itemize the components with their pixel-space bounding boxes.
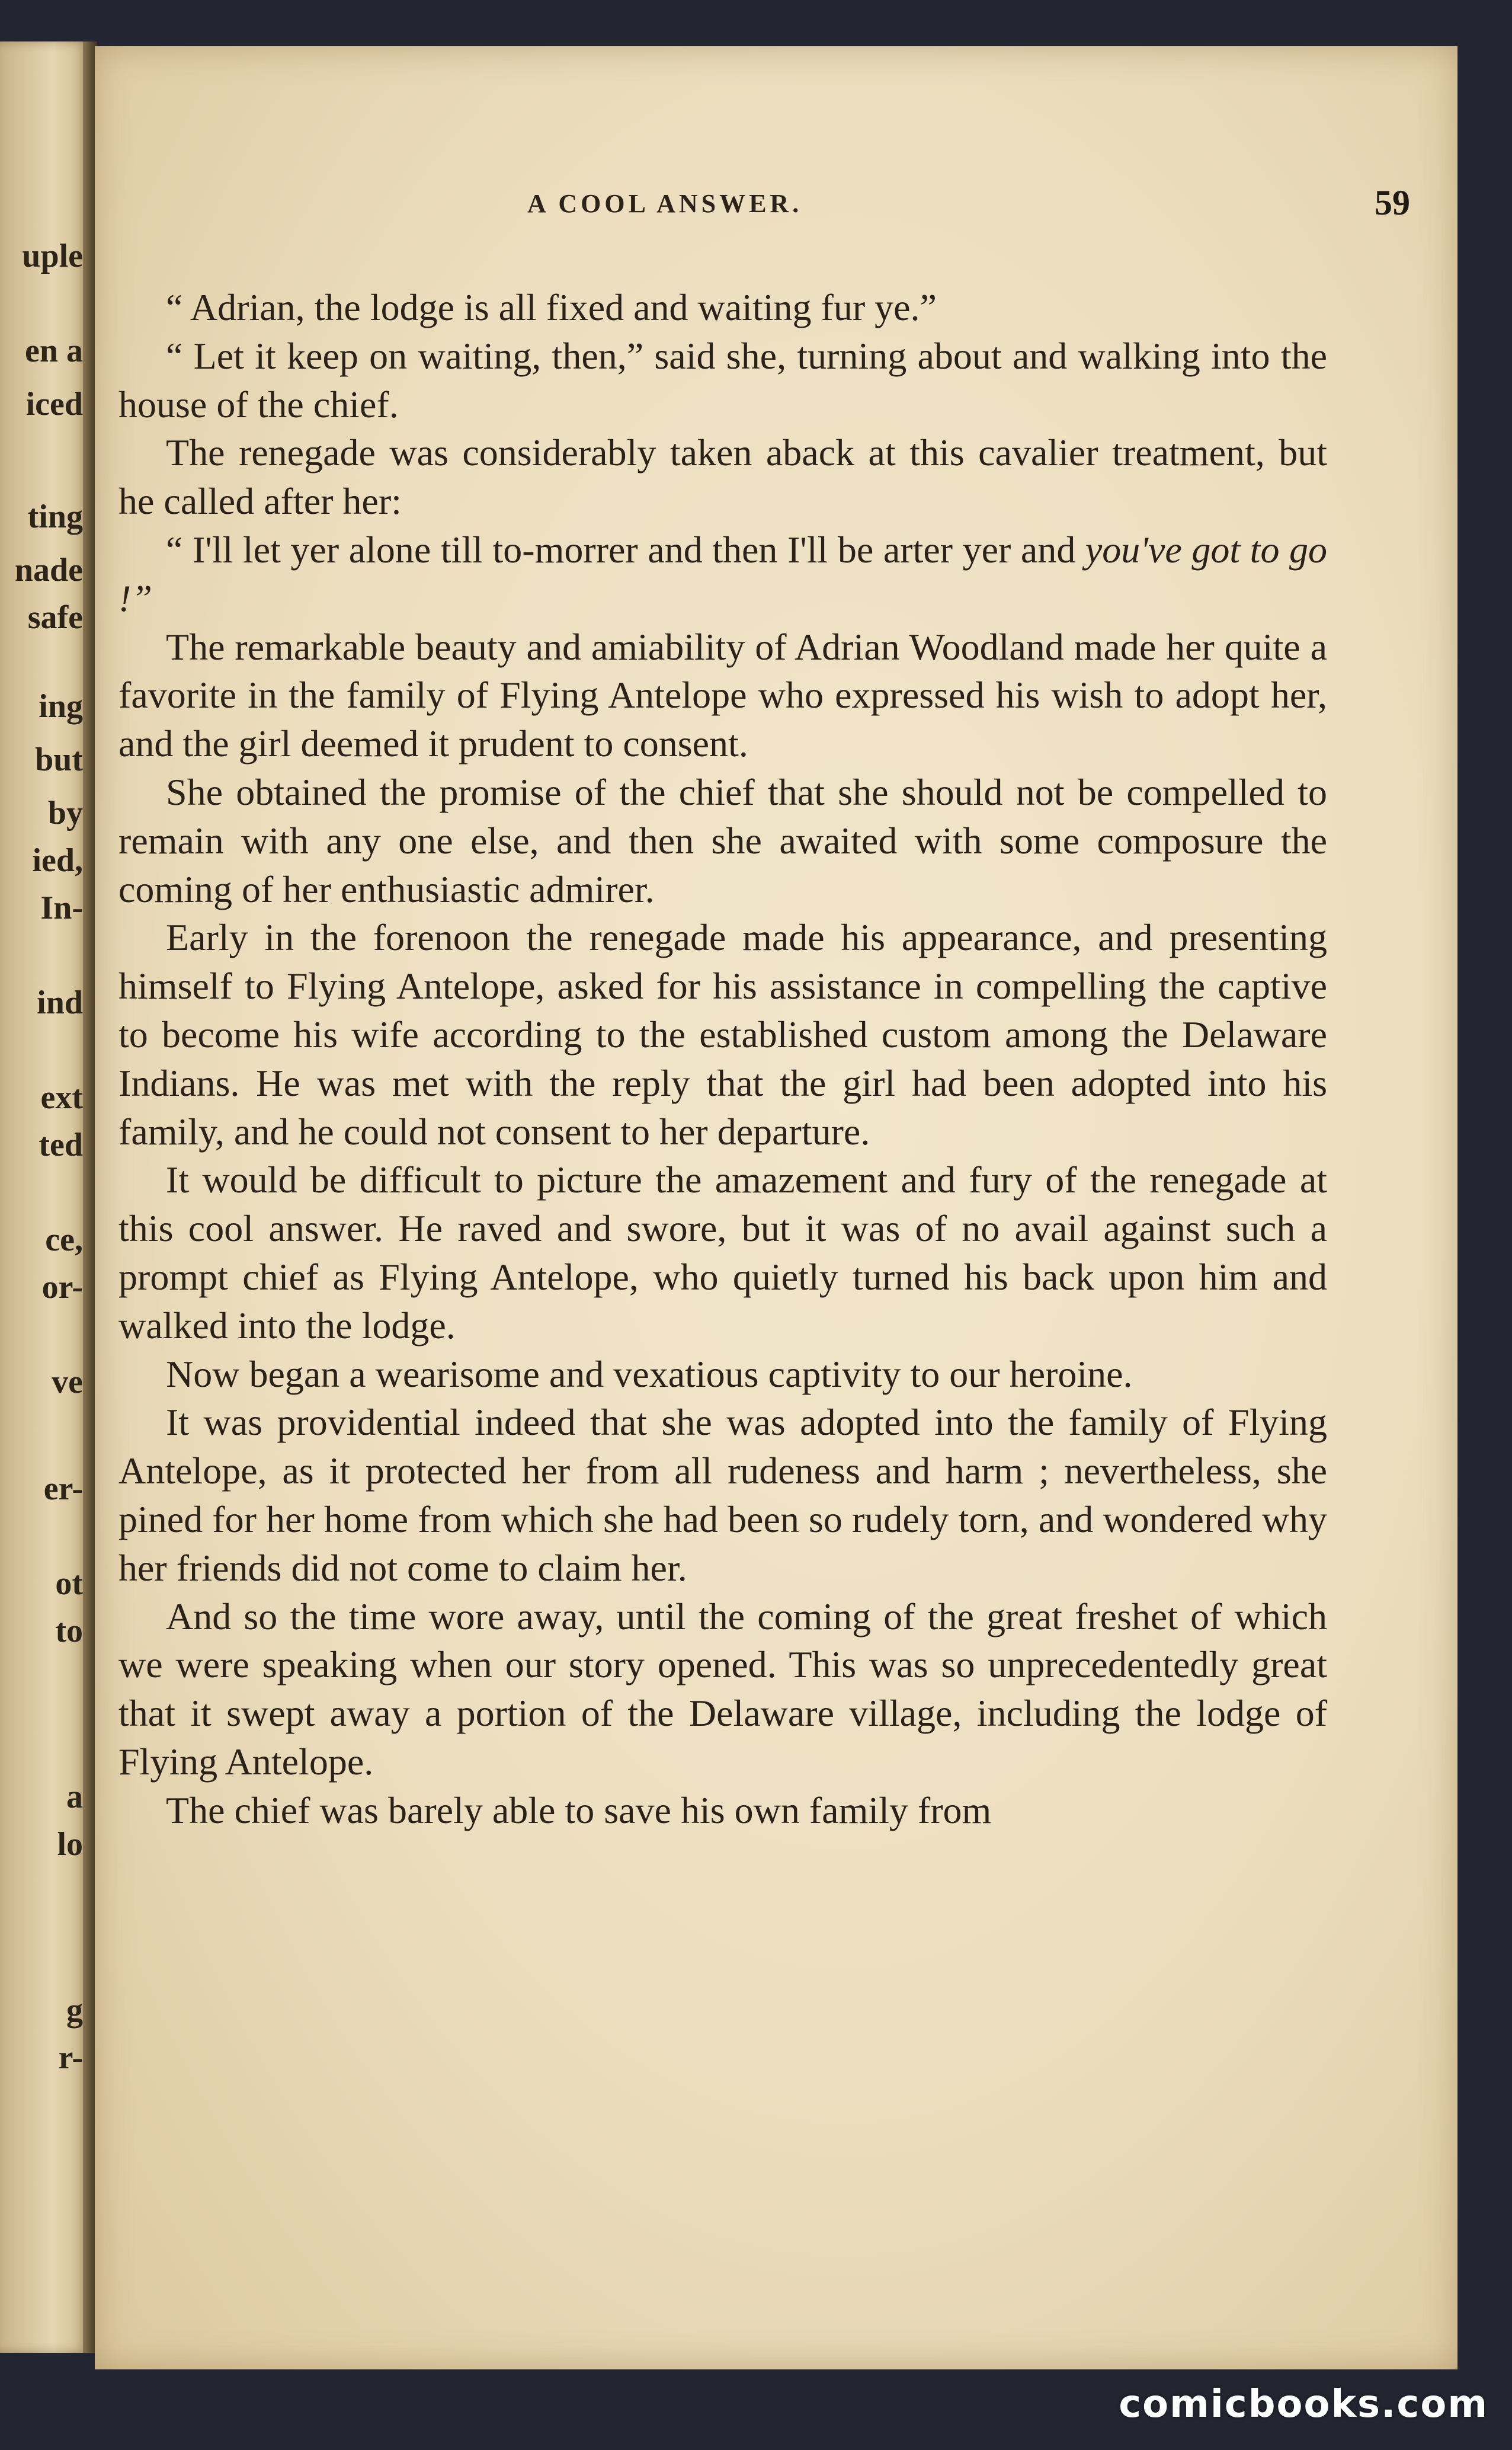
previous-page-text-fragment: but — [35, 741, 83, 778]
previous-page-text-fragment: ot — [55, 1565, 83, 1602]
paragraph — [118, 768, 1327, 913]
paragraph-text: “ Let it keep on waiting, then,” said she, turning about and walking into the house of the chief. — [118, 334, 1327, 426]
paragraph — [118, 1786, 1327, 1835]
previous-page-text-fragment: or- — [41, 1269, 83, 1306]
previous-page-text-fragment: ing — [39, 688, 83, 725]
previous-page-text-fragment: ve — [52, 1364, 83, 1400]
previous-page-text-fragment: uple — [22, 238, 83, 274]
paragraph-text: Early in the forenoon the renegade made his appearance, and presenting himself to Flying Antelope, asked for his assistance in compelling the captive to become his wife according to the established custom among the Delaware Indians. He was met with the reply that the girl had been adopted into his family, and he could not consent to her departure. — [118, 916, 1327, 1153]
paragraph-text: And so the time wore away, until the coming of the great freshet of which we were speaking when our story opened. This was so unprecedentedly great that it swept away a portion of the Delaware village, including the lodge of Flying Antelope. — [118, 1595, 1327, 1783]
paragraph — [118, 913, 1327, 1156]
previous-page-text-fragment: en a — [25, 332, 83, 369]
previous-page-text-fragment: a — [66, 1779, 83, 1815]
paragraph-text: “ I'll let yer alone till to-morrer and then I'll be arter yer and — [166, 528, 1085, 571]
paragraph — [118, 283, 1327, 332]
watermark: comicbooks.com — [1119, 2382, 1488, 2426]
previous-page-text-fragment: g — [66, 1992, 83, 2029]
running-head: A COOL ANSWER. — [527, 189, 803, 218]
paragraph — [118, 332, 1327, 429]
previous-page-text-fragment: lo — [57, 1826, 83, 1863]
paragraph-text: Now began a wearisome and vexatious captivity to our heroine. — [166, 1352, 1133, 1395]
paragraph — [118, 1350, 1327, 1399]
previous-page-text-fragment: to — [55, 1613, 83, 1649]
previous-page-text-fragment: by — [47, 795, 83, 831]
paragraph — [118, 1156, 1327, 1349]
paragraph — [118, 623, 1327, 768]
previous-page-text-fragment: ext — [40, 1079, 83, 1116]
previous-page-text-fragment: ied, — [32, 842, 83, 879]
previous-page-text-fragment: ted — [39, 1127, 83, 1163]
previous-page-text-fragment: iced — [25, 386, 83, 423]
paragraph-text: The chief was barely able to save his own family from — [166, 1789, 992, 1831]
previous-page-text-fragment: ind — [37, 984, 83, 1021]
page-number: 59 — [1375, 183, 1410, 222]
paragraph — [118, 1398, 1327, 1592]
paragraph — [118, 428, 1327, 526]
paragraph-italic-text: you've got to go !” — [118, 528, 1328, 619]
previous-page-edge — [0, 41, 89, 2353]
previous-page-text-fragment: In- — [40, 890, 83, 926]
paragraph-text: “ Adrian, the lodge is all fixed and waiting fur ye.” — [166, 286, 937, 328]
body-text — [118, 283, 1327, 1835]
paragraph-text: The renegade was considerably taken aback at this cavalier treatment, but he called after her: — [118, 431, 1327, 523]
previous-page-text-fragment: ce, — [45, 1221, 83, 1258]
previous-page-text-fragment: r- — [58, 2039, 83, 2076]
paragraph-text: It would be difficult to picture the amazement and fury of the renegade at this cool answer. He raved and swore, but it was of no avail against such a prompt chief as Flying Antelope, who quietly turned his back upon him and walked into the lodge. — [118, 1159, 1327, 1346]
previous-page-text-fragment: nade — [14, 552, 83, 588]
paragraph — [118, 1592, 1327, 1786]
paragraph-text: The remarkable beauty and amiability of Adrian Woodland made her quite a favorite in the family of Flying Antelope who expressed his wish to adopt her, and the girl deemed it prudent to consent. — [118, 625, 1327, 765]
previous-page-text-fragment: safe — [27, 599, 83, 636]
previous-page-text-fragment: er- — [43, 1470, 83, 1507]
book-page — [95, 46, 1457, 2369]
paragraph — [118, 526, 1327, 623]
previous-page-text-fragment: ting — [27, 498, 83, 535]
paragraph-text: She obtained the promise of the chief that she should not be compelled to remain with any one else, and then she awaited with some composure the coming of her enthusiastic admirer. — [118, 770, 1327, 910]
paragraph-text: It was providential indeed that she was adopted into the family of Flying Antelope, as it protected her from all rudeness and harm ; nevertheless, she pined for her home from which she had been so rudely torn, and wondered why her friends did not come to claim her. — [118, 1401, 1327, 1589]
